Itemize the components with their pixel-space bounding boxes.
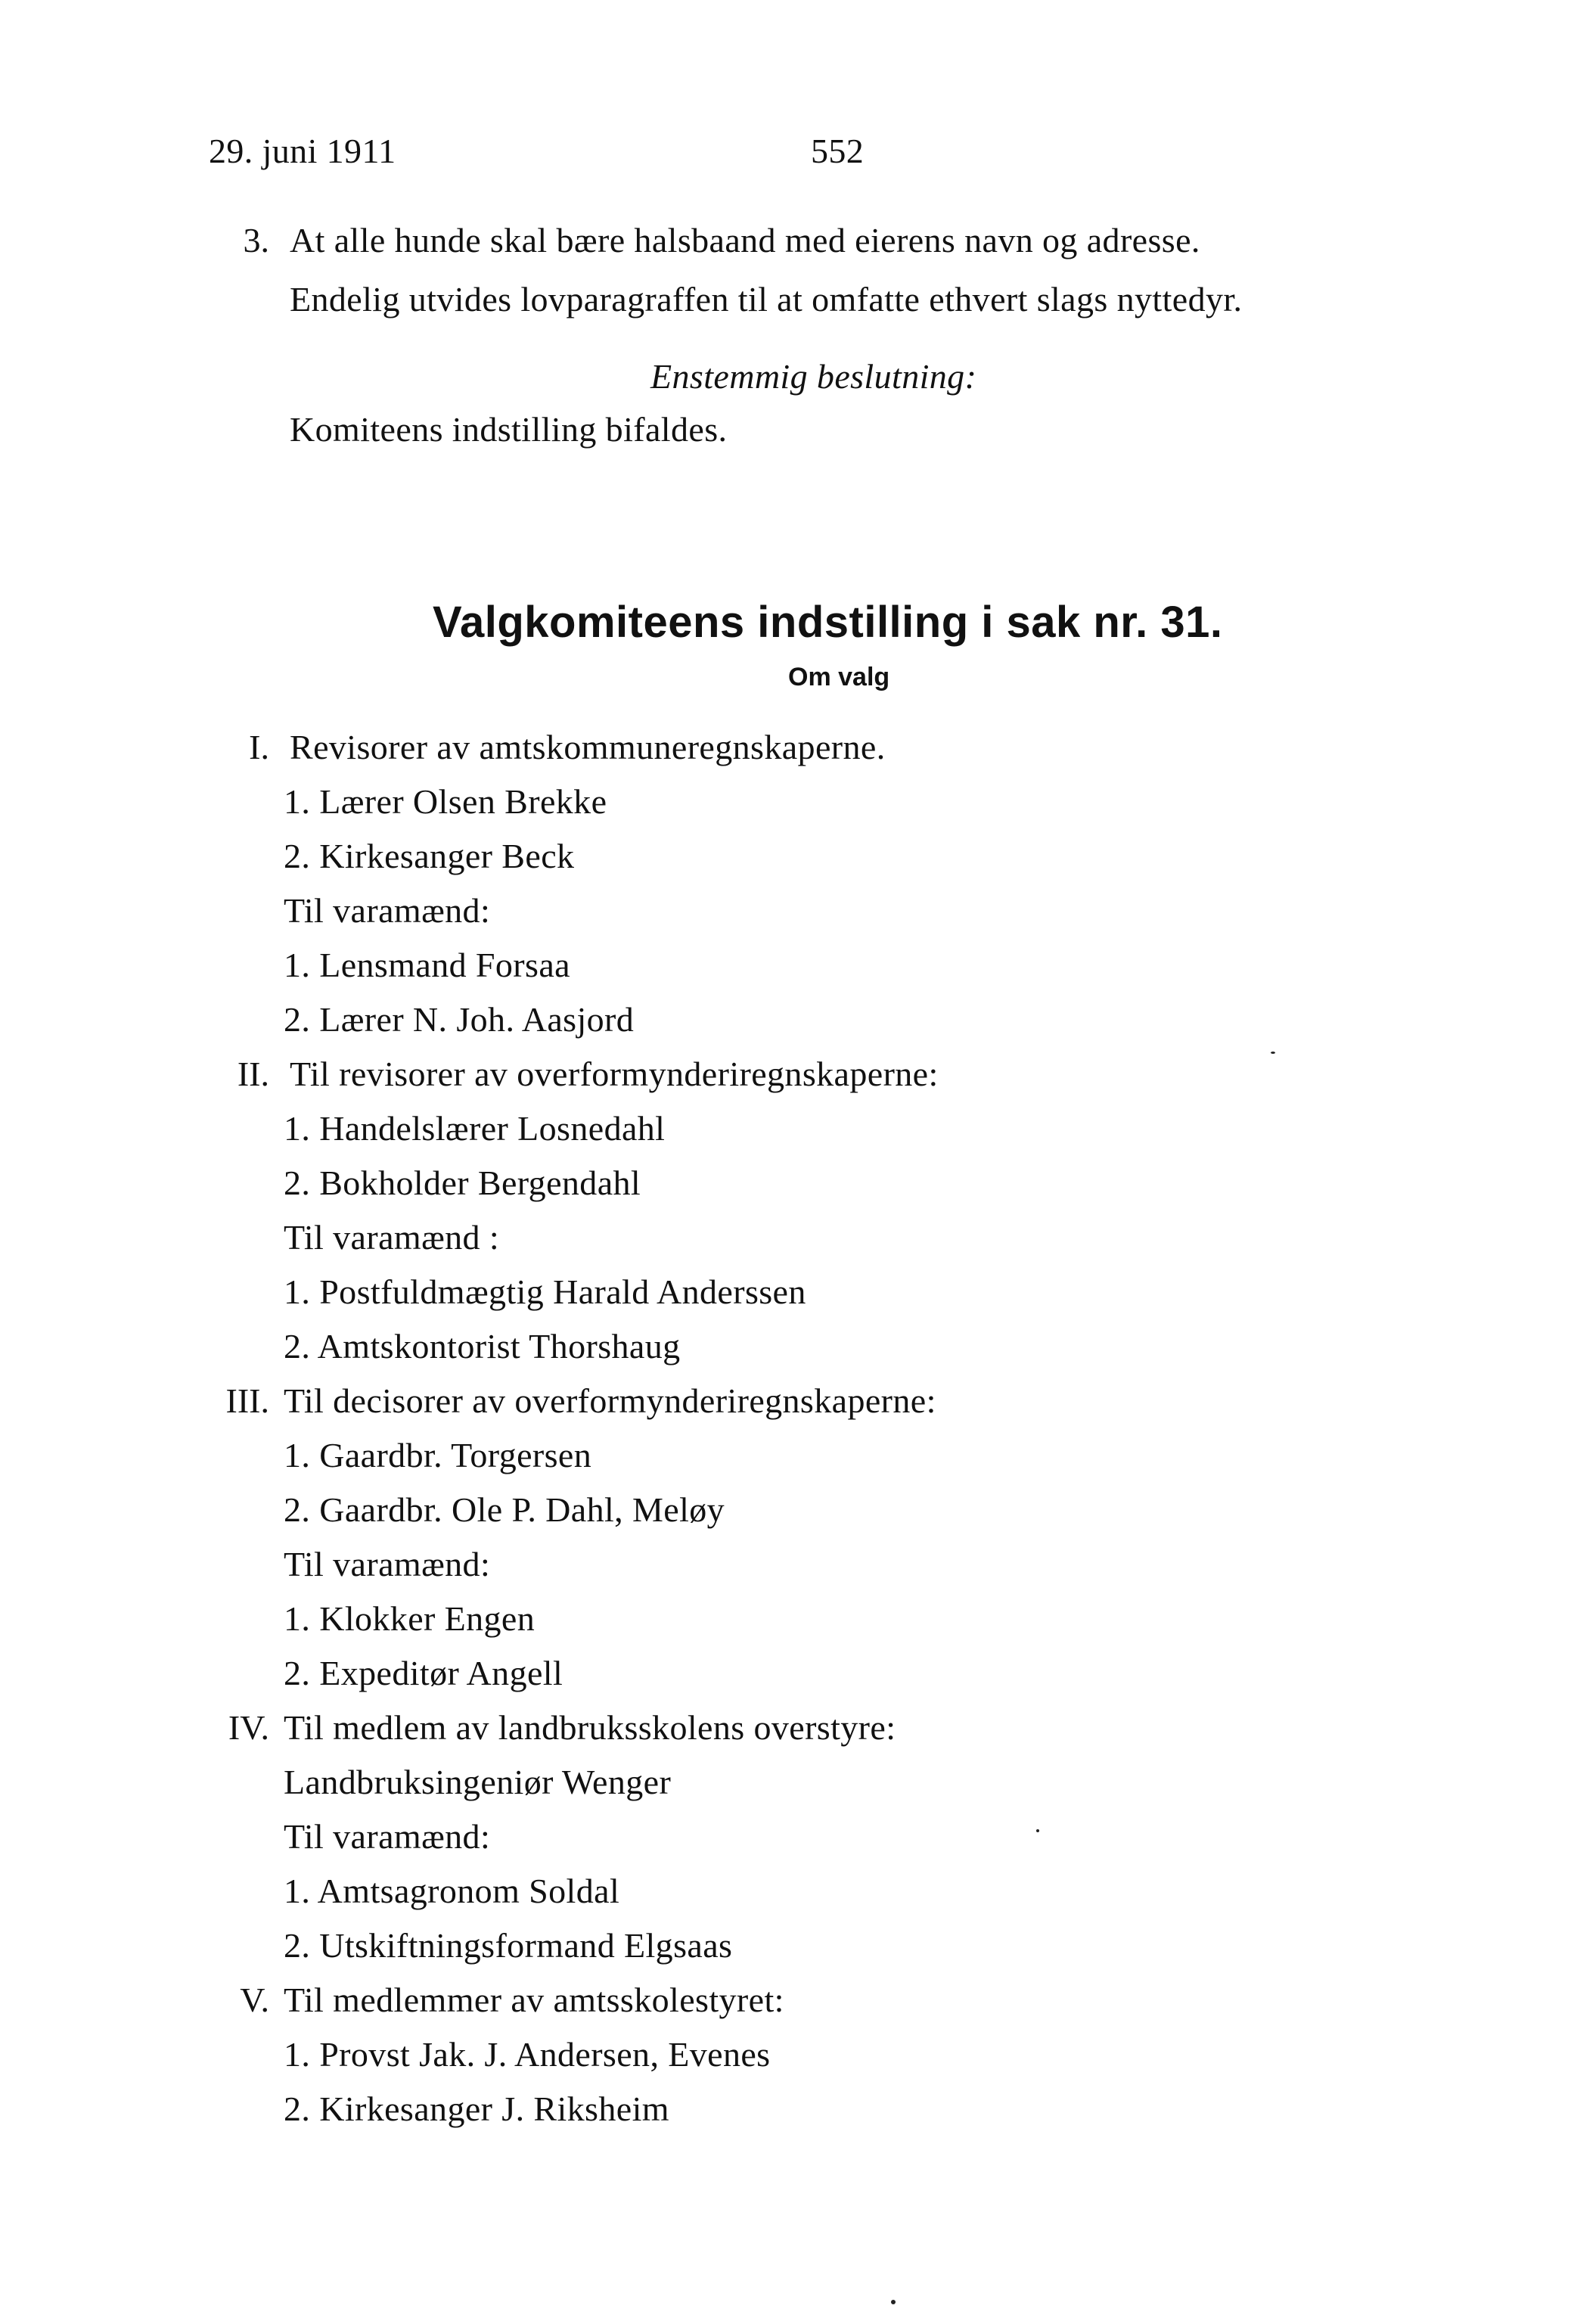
group-line: Til varamænd : (284, 1218, 500, 1257)
group-numeral: V. (240, 1981, 269, 2019)
scan-speck (1271, 1052, 1275, 1054)
section-title: Valgkomiteens indstilling i sak nr. 31. (433, 598, 1223, 647)
group-line: 1. Provst Jak. J. Andersen, Evenes (284, 2035, 771, 2074)
group-line: 2. Kirkesanger J. Riksheim (284, 2089, 669, 2128)
section-subtitle: Om valg (788, 663, 890, 691)
group-line: 1. Lærer Olsen Brekke (284, 782, 607, 821)
continuation-text: Endelig utvides lovparagraffen til at omfatte ethvert slags nyttedyr. (290, 280, 1243, 318)
group-line: 1. Amtsagronom Soldal (284, 1872, 620, 1910)
group-line: 1. Gaardbr. Torgersen (284, 1436, 592, 1474)
group-line: 1. Klokker Engen (284, 1599, 536, 1638)
group-title: Til medlemmer av amtsskolestyret: (284, 1981, 784, 2019)
group-numeral: I. (249, 728, 269, 766)
group-title: Til revisorer av overformynderiregnskaperne: (290, 1055, 939, 1093)
group-title: Revisorer av amtskommuneregnskaperne. (290, 728, 886, 766)
group-numeral: IV. (228, 1708, 269, 1747)
group-line: Landbruksingeniør Wenger (284, 1763, 672, 1801)
group-line: Til varamænd: (284, 1545, 491, 1583)
group-line: 2. Expeditør Angell (284, 1654, 563, 1692)
group-line: Til varamænd: (284, 891, 491, 930)
item-text: At alle hunde skal bære halsbaand med eierens navn og adresse. (290, 221, 1200, 259)
group-numeral: II. (237, 1055, 269, 1093)
group-line: Til varamænd: (284, 1817, 491, 1856)
group-title: Til decisorer av overformynderiregnskaperne: (284, 1381, 936, 1420)
scan-speck (891, 2300, 896, 2304)
scan-speck (1036, 1829, 1039, 1832)
group-line: 2. Utskiftningsformand Elgsaas (284, 1926, 733, 1965)
group-numeral: III. (225, 1381, 269, 1420)
group-line: 2. Kirkesanger Beck (284, 837, 575, 875)
page-date: 29. juni 1911 (209, 132, 396, 170)
group-line: 2. Gaardbr. Ole P. Dahl, Meløy (284, 1490, 725, 1529)
group-line: 2. Lærer N. Joh. Aasjord (284, 1000, 635, 1039)
group-title: Til medlem av landbruksskolens overstyre: (284, 1708, 896, 1747)
group-line: 2. Amtskontorist Thorshaug (284, 1327, 681, 1366)
group-line: 1. Lensmand Forsaa (284, 946, 570, 984)
group-line: 1. Postfuldmægtig Harald Anderssen (284, 1272, 806, 1311)
group-line: 1. Handelslærer Losnedahl (284, 1109, 666, 1148)
page-number: 552 (811, 132, 865, 170)
decision-text: Komiteens indstilling bifaldes. (290, 410, 728, 449)
decision-label: Enstemmig beslutning: (650, 357, 977, 396)
item-number: 3. (243, 221, 269, 259)
group-line: 2. Bokholder Bergendahl (284, 1164, 641, 1202)
